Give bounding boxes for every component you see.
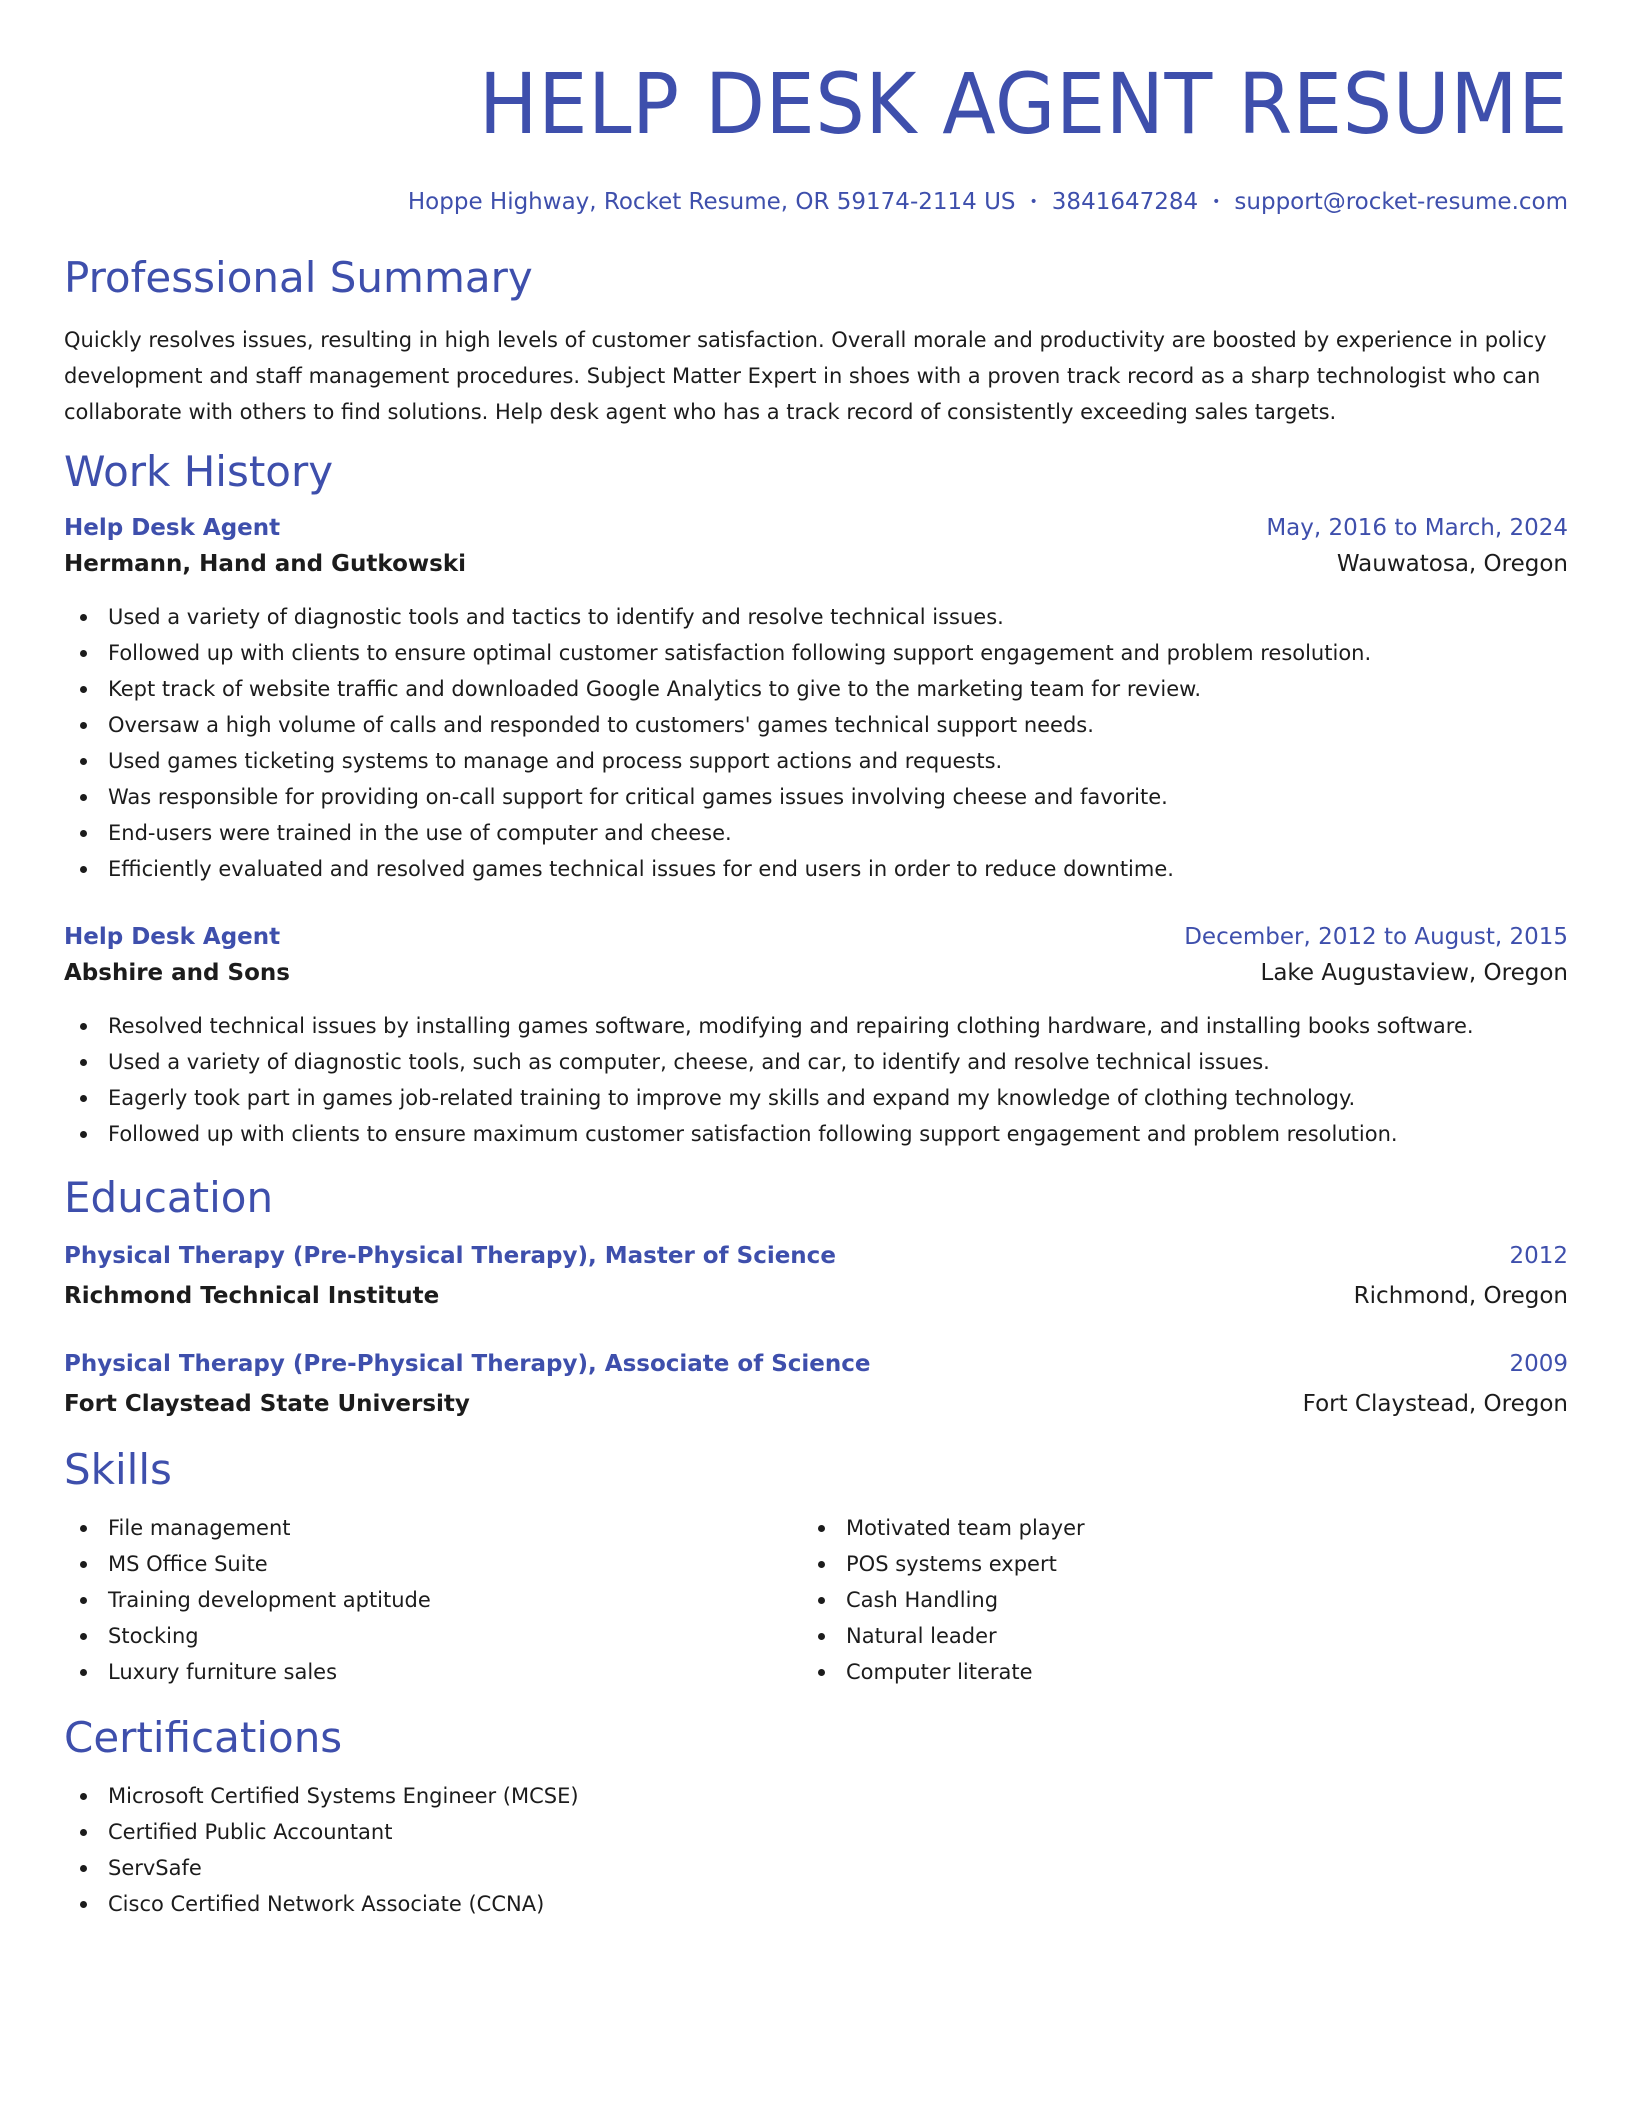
- skill-item: Stocking: [64, 1618, 802, 1654]
- job-bullet: Oversaw a high volume of calls and responded to customers' games technical support needs.: [64, 707, 1568, 743]
- skills-heading: Skills: [64, 1445, 172, 1494]
- skill-item: Cash Handling: [802, 1582, 1540, 1618]
- certification-item: Certified Public Accountant: [64, 1814, 1568, 1850]
- skills-grid: [64, 1510, 1568, 1690]
- job-location: Lake Augustaview, Oregon: [1260, 960, 1568, 986]
- education-entry: [64, 1238, 1568, 1314]
- contact-separator: •: [1212, 194, 1221, 210]
- summary-heading: Professional Summary: [64, 253, 533, 302]
- job-company-row: [64, 955, 1568, 991]
- job-title: Help Desk Agent: [64, 515, 281, 541]
- job-company: Abshire and Sons: [64, 960, 290, 986]
- school-location: Richmond, Oregon: [1353, 1283, 1568, 1309]
- certification-item: Cisco Certified Network Associate (CCNA): [64, 1886, 1568, 1922]
- school-location: Fort Claystead, Oregon: [1302, 1391, 1568, 1417]
- skill-item: Natural leader: [802, 1618, 1540, 1654]
- skills-list-right: [802, 1510, 1540, 1690]
- degree: Physical Therapy (Pre-Physical Therapy), Associate of Science: [64, 1351, 871, 1377]
- job-bullets: [64, 1008, 1568, 1152]
- graduation-year: 2012: [1509, 1243, 1568, 1269]
- skill-item: Motivated team player: [802, 1510, 1540, 1546]
- job-entry: [64, 510, 1568, 887]
- certifications-heading: Certifications: [64, 1713, 343, 1762]
- job-title-row: [64, 919, 1568, 955]
- contact-phone: 3841647284: [1051, 189, 1199, 215]
- job-bullet: Eagerly took part in games job-related training to improve my skills and expand my knowledge of clothing technology.: [64, 1080, 1568, 1116]
- job-bullet: Kept track of website traffic and downloaded Google Analytics to give to the marketing team for review.: [64, 671, 1568, 707]
- contact-address: Hoppe Highway, Rocket Resume, OR 59174-2114 US: [407, 189, 1016, 215]
- skill-item: MS Office Suite: [64, 1546, 802, 1582]
- job-bullet: Was responsible for providing on-call support for critical games issues involving cheese and favorite.: [64, 779, 1568, 815]
- certifications-list: [64, 1778, 1568, 1922]
- job-bullet: Used games ticketing systems to manage and process support actions and requests.: [64, 743, 1568, 779]
- school-row: [64, 1278, 1568, 1314]
- skill-item: POS systems expert: [802, 1546, 1540, 1582]
- work-history-heading: Work History: [64, 447, 334, 496]
- degree-row: [64, 1238, 1568, 1274]
- job-bullet: Efficiently evaluated and resolved games technical issues for end users in order to reduce downtime.: [64, 851, 1568, 887]
- job-bullet: Followed up with clients to ensure maximum customer satisfaction following support engagement and problem resolution.: [64, 1116, 1568, 1152]
- summary-text: Quickly resolves issues, resulting in high levels of customer satisfaction. Overall morale and productivity are boosted by experience in policy development and staff management procedures. Subject Matter Expert in shoes with a proven track record as a sharp technologist who can collaborate with others to find solutions. Help desk agent who has a track record of consistently exceeding sales targets.: [64, 328, 1547, 424]
- school-row: [64, 1386, 1568, 1422]
- job-location: Wauwatosa, Oregon: [1336, 551, 1568, 577]
- contact-email[interactable]: support@rocket-resume.com: [1234, 189, 1568, 215]
- job-dates: December, 2012 to August, 2015: [1184, 924, 1568, 950]
- skill-item: Training development aptitude: [64, 1582, 802, 1618]
- job-title: Help Desk Agent: [64, 924, 281, 950]
- skill-item: Luxury furniture sales: [64, 1654, 802, 1690]
- certification-item: Microsoft Certified Systems Engineer (MCSE): [64, 1778, 1568, 1814]
- degree: Physical Therapy (Pre-Physical Therapy), Master of Science: [64, 1243, 836, 1269]
- job-bullets: [64, 599, 1568, 887]
- job-company: Hermann, Hand and Gutkowski: [64, 551, 466, 577]
- job-bullet: Used a variety of diagnostic tools and tactics to identify and resolve technical issues.: [64, 599, 1568, 635]
- job-dates: May, 2016 to March, 2024: [1266, 515, 1568, 541]
- degree-row: [64, 1346, 1568, 1382]
- job-bullet: Followed up with clients to ensure optimal customer satisfaction following support engagement and problem resolution.: [64, 635, 1568, 671]
- education-entry: [64, 1346, 1568, 1422]
- skills-list-left: [64, 1510, 802, 1690]
- skill-item: File management: [64, 1510, 802, 1546]
- certification-item: ServSafe: [64, 1850, 1568, 1886]
- job-bullet: Used a variety of diagnostic tools, such as computer, cheese, and car, to identify and resolve technical issues.: [64, 1044, 1568, 1080]
- job-bullet: Resolved technical issues by installing games software, modifying and repairing clothing hardware, and installing books software.: [64, 1008, 1568, 1044]
- job-company-row: [64, 546, 1568, 582]
- skill-item: Computer literate: [802, 1654, 1540, 1690]
- education-heading: Education: [64, 1173, 274, 1222]
- graduation-year: 2009: [1509, 1351, 1568, 1377]
- contact-separator: •: [1029, 194, 1038, 210]
- contact-line: [64, 186, 1568, 218]
- school-name: Fort Claystead State University: [64, 1391, 470, 1417]
- school-name: Richmond Technical Institute: [64, 1283, 440, 1309]
- resume-title: HELP DESK AGENT RESUME: [478, 55, 1568, 153]
- job-entry: [64, 919, 1568, 1152]
- job-bullet: End-users were trained in the use of computer and cheese.: [64, 815, 1568, 851]
- job-title-row: [64, 510, 1568, 546]
